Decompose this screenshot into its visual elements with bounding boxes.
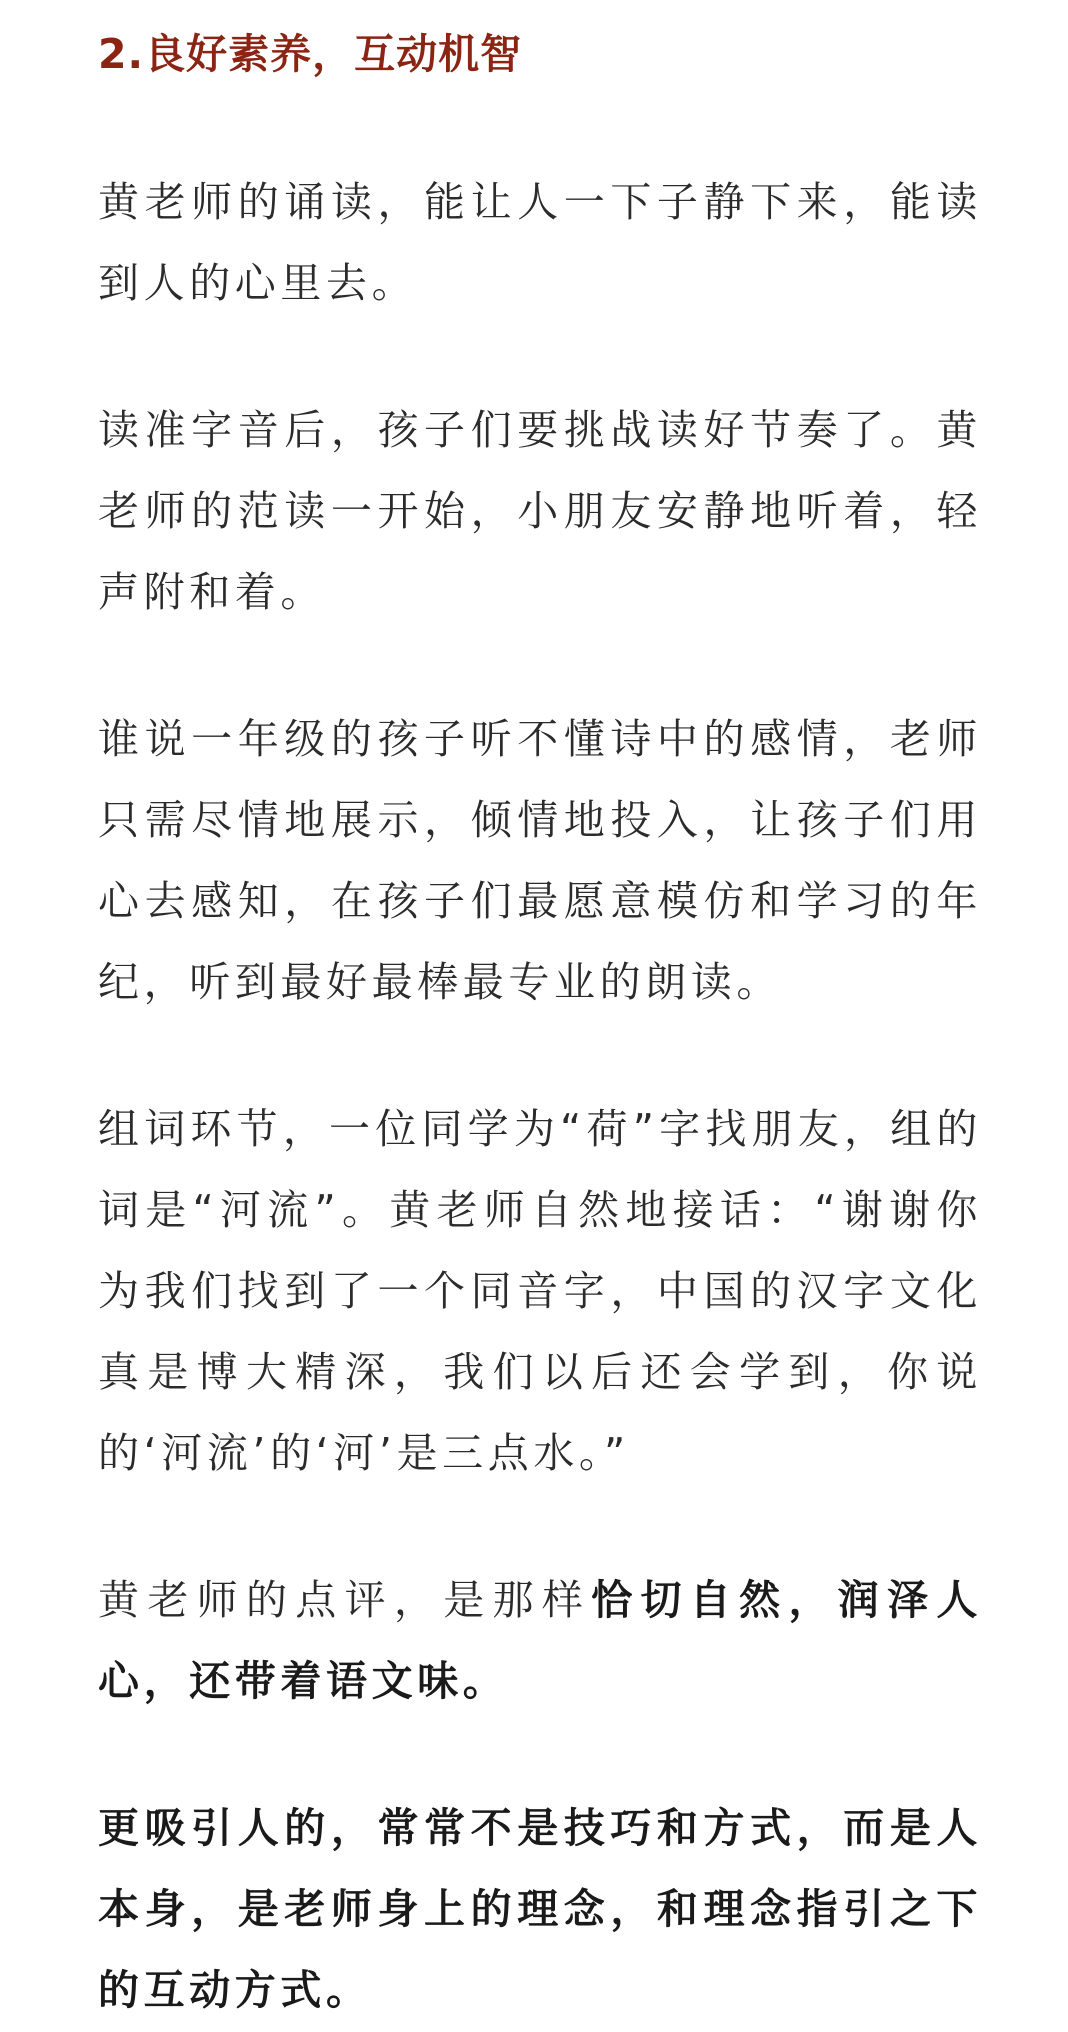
paragraph-word-group: 组词环节，一位同学为“荷”字找朋友，组的词是“河流”。黄老师自然地接话：“谢谢你为我们找到了一个同音字，中国的汉字文化真是博大精深，我们以后还会学到，你说的‘河流’的‘河’是三点水。”: [98, 1105, 982, 1477]
comment-normal-text: 黄老师的点评，是那样: [98, 1576, 592, 1624]
comment-bold-text: 恰切自然，润泽人心，还带着语文味。: [98, 1576, 982, 1705]
paragraph-rhythm: 读准字音后，孩子们要挑战读好节奏了。黄老师的范读一开始，小朋友安静地听着，轻声附和着。: [98, 406, 982, 616]
section-heading: 2.良好素养，互动机智: [98, 30, 523, 78]
article-body: [98, 0, 982, 2031]
paragraph-emotion: 谁说一年级的孩子听不懂诗中的感情，老师只需尽情地展示，倾情地投入，让孩子们用心去感知，在孩子们最愿意模仿和学习的年纪，听到最好最棒最专业的朗读。: [98, 715, 982, 1006]
paragraph-conclusion: 更吸引人的，常常不是技巧和方式，而是人本身，是老师身上的理念，和理念指引之下的互动方式。: [98, 1804, 982, 2014]
paragraph-comment: [98, 1560, 982, 1722]
paragraph-recitation: 黄老师的诵读，能让人一下子静下来，能读到人的心里去。: [98, 178, 982, 307]
